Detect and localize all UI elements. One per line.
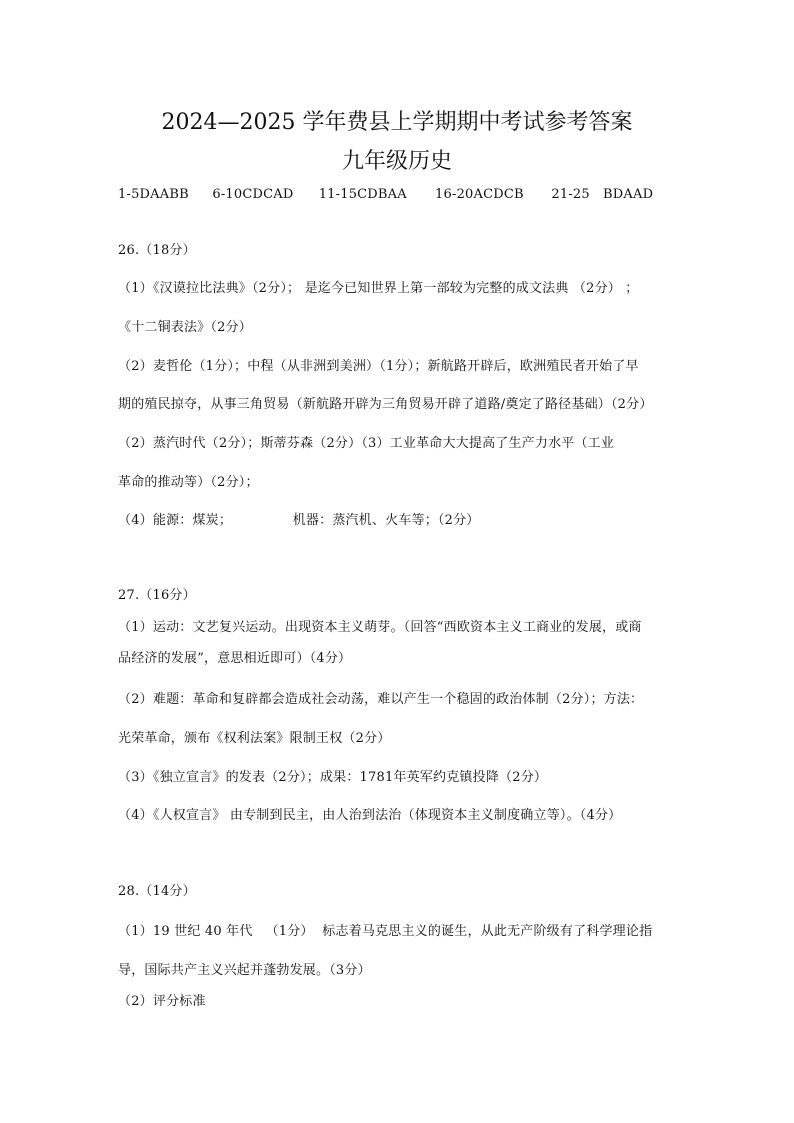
mcq-group: 16-20ACDCB bbox=[435, 187, 524, 202]
answer-line: 革命的推动等）（2分）； bbox=[118, 475, 259, 490]
answer-line: （2）蒸汽时代（2分）；斯蒂芬森（2分）（3）工业革命大大提高了生产力水平（工业 bbox=[118, 436, 615, 451]
question-27-heading: 27.（16分） bbox=[118, 588, 196, 603]
answer-line: （4）能源：煤炭； 机器：蒸汽机、火车等；（2分） bbox=[118, 513, 480, 528]
mcq-group: 11-15CDBAA bbox=[318, 187, 407, 202]
page-subtitle: 九年级历史 bbox=[341, 149, 452, 174]
mcq-answers bbox=[118, 183, 653, 202]
answer-line: 导，国际共产主义兴起并蓬勃发展。（3分） bbox=[118, 963, 371, 978]
answer-line: 品经济的发展”，意思相近即可）（4分） bbox=[118, 651, 352, 666]
mcq-group: 6-10CDCAD bbox=[212, 187, 294, 202]
answer-line: （2）麦哲伦（1分）；中程（从非洲到美洲）（1分）；新航路开辟后，欧洲殖民者开始了早 bbox=[118, 359, 639, 374]
question-28-heading: 28.（14分） bbox=[118, 884, 196, 899]
answer-line: （1）运动：文艺复兴运动。出现资本主义萌芽。（回答“西欧资本主义工商业的发展，或商 bbox=[118, 620, 642, 635]
mcq-group: 21-25 BDAAD bbox=[551, 187, 654, 202]
answer-line: 《十二铜表法》（2分） bbox=[118, 320, 252, 335]
answer-line: （3）《独立宣言》的发表（2分）；成果：1781年英军约克镇投降（2分） bbox=[118, 770, 548, 785]
answer-line: 期的殖民掠夺，从事三角贸易（新航路开辟为三角贸易开辟了道路/奠定了路径基础）（2分） bbox=[118, 397, 653, 412]
answer-line: （1）《汉谟拉比法典》（2分）； 是迄今已知世界上第一部较为完整的成文法典 （2分） ； bbox=[118, 281, 639, 296]
answer-line: （1）19 世纪 40 年代 （1分） 标志着马克思主义的诞生，从此无产阶级有了科学理论指 bbox=[118, 924, 653, 939]
answer-line: （2）难题：革命和复辟都会造成社会动荡，难以产生一个稳固的政治体制（2分）；方法： bbox=[118, 692, 644, 707]
answer-line: （2）评分标准 bbox=[118, 994, 206, 1009]
question-26-heading: 26.（18分） bbox=[118, 243, 196, 258]
answer-line: （4）《人权宣言》 由专制到民主，由人治到法治（体现资本主义制度确立等）。（4分） bbox=[118, 808, 622, 823]
answer-line: 光荣革命，颁布《权利法案》限制王权（2分） bbox=[118, 731, 391, 746]
page-title: 2024—2025 学年费县上学期期中考试参考答案 bbox=[161, 110, 633, 135]
mcq-group: 1-5DAABB bbox=[118, 187, 189, 202]
